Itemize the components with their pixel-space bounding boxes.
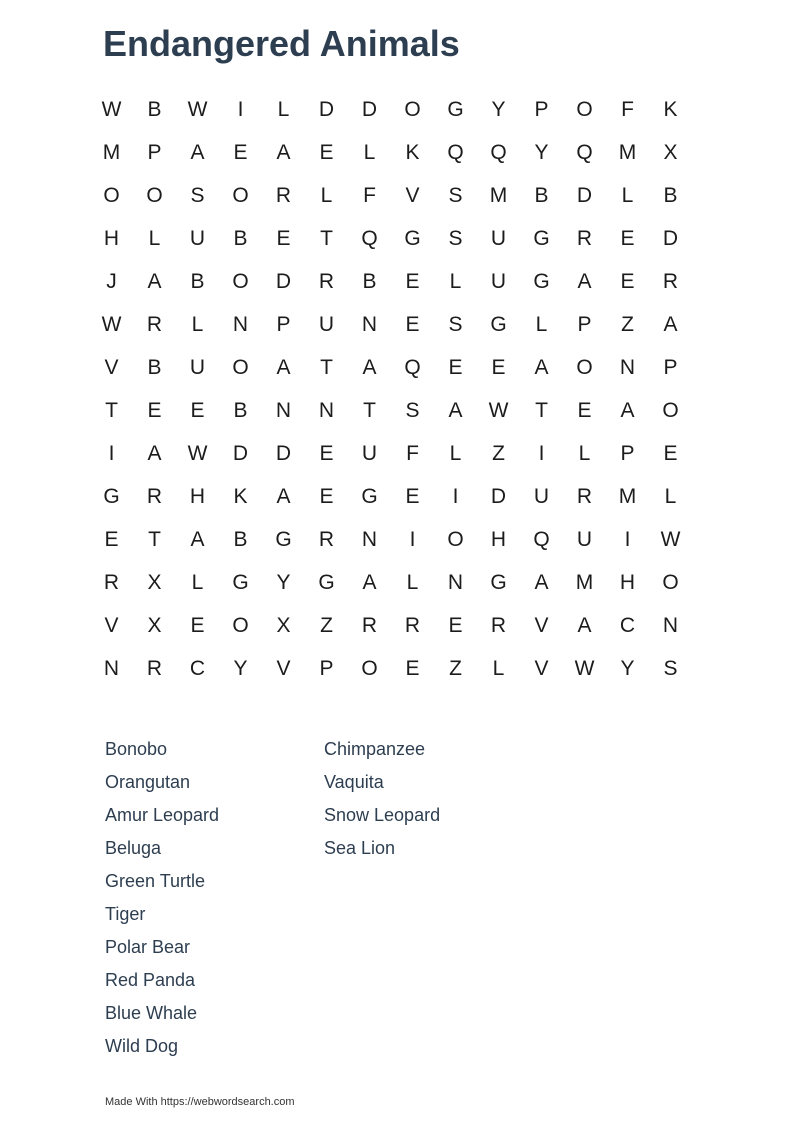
grid-letter: J — [106, 270, 117, 293]
grid-letter: K — [663, 98, 678, 121]
grid-letter: B — [233, 528, 248, 551]
grid-letter: E — [405, 270, 420, 293]
grid-letter: R — [318, 270, 335, 293]
grid-letter: L — [277, 98, 290, 121]
grid-letter: L — [664, 485, 677, 508]
grid-row — [90, 475, 692, 518]
grid-letter: B — [663, 184, 678, 207]
grid-letter: R — [275, 184, 292, 207]
grid-letter: Y — [233, 657, 248, 680]
grid-letter: P — [276, 313, 291, 336]
grid-letter: R — [404, 614, 421, 637]
grid-letter: B — [147, 98, 162, 121]
grid-letter: I — [237, 98, 244, 121]
grid-letter: X — [147, 614, 162, 637]
grid-letter: Q — [490, 141, 507, 164]
grid-letter: W — [574, 657, 595, 680]
grid-letter: L — [148, 227, 161, 250]
grid-letter: I — [108, 442, 115, 465]
grid-letter: T — [363, 399, 376, 422]
grid-letter: Y — [534, 141, 549, 164]
grid-letter: N — [447, 571, 464, 594]
grid-letter: E — [448, 356, 463, 379]
grid-letter: A — [577, 614, 592, 637]
grid-letter: N — [318, 399, 335, 422]
grid-letter: D — [275, 270, 292, 293]
grid-letter: O — [103, 184, 120, 207]
grid-letter: L — [191, 313, 204, 336]
grid-letter: B — [233, 399, 248, 422]
grid-letter: H — [619, 571, 636, 594]
grid-letter: V — [534, 657, 549, 680]
grid-letter: G — [490, 571, 507, 594]
grid-letter: R — [576, 227, 593, 250]
grid-letter: H — [490, 528, 507, 551]
grid-letter: E — [405, 485, 420, 508]
grid-letter: X — [663, 141, 678, 164]
grid-letter: F — [363, 184, 376, 207]
grid-letter: O — [576, 356, 593, 379]
word-list-item: Polar Bear — [105, 937, 191, 957]
grid-letter: V — [104, 614, 119, 637]
grid-letter: L — [621, 184, 634, 207]
grid-letter: Y — [276, 571, 291, 594]
grid-letter: A — [534, 356, 549, 379]
word-list-item: Wild Dog — [105, 1036, 179, 1056]
grid-letter: N — [619, 356, 636, 379]
grid-letter: R — [146, 313, 163, 336]
grid-letter: V — [104, 356, 119, 379]
grid-letter: S — [448, 313, 463, 336]
grid-letter: P — [319, 657, 334, 680]
grid-row — [90, 174, 692, 217]
grid-letter: A — [448, 399, 463, 422]
grid-letter: M — [618, 141, 637, 164]
grid-letter: K — [405, 141, 420, 164]
grid-row — [90, 346, 692, 389]
grid-letter: A — [362, 571, 377, 594]
grid-letter: W — [660, 528, 681, 551]
word-list-item: Sea Lion — [324, 838, 396, 858]
grid-letter: A — [577, 270, 592, 293]
grid-letter: T — [535, 399, 548, 422]
grid-letter: A — [147, 442, 162, 465]
grid-letter: E — [147, 399, 162, 422]
grid-letter: R — [662, 270, 679, 293]
grid-letter: S — [448, 227, 463, 250]
grid-letter: O — [404, 98, 421, 121]
word-list-item: Orangutan — [105, 772, 191, 792]
grid-letter: W — [187, 442, 208, 465]
grid-letter: E — [190, 399, 205, 422]
grid-letter: A — [147, 270, 162, 293]
grid-letter: S — [405, 399, 420, 422]
grid-letter: O — [662, 399, 679, 422]
grid-letter: S — [663, 657, 678, 680]
grid-letter: R — [318, 528, 335, 551]
grid-letter: L — [535, 313, 548, 336]
grid-letter: U — [318, 313, 335, 336]
grid-letter: Q — [533, 528, 550, 551]
grid-letter: D — [490, 485, 507, 508]
grid-letter: S — [190, 184, 205, 207]
grid-letter: H — [103, 227, 120, 250]
grid-letter: A — [663, 313, 678, 336]
grid-letter: L — [320, 184, 333, 207]
grid-letter: A — [190, 141, 205, 164]
grid-letter: N — [275, 399, 292, 422]
grid-letter: E — [405, 657, 420, 680]
grid-letter: G — [361, 485, 378, 508]
grid-letter: B — [190, 270, 205, 293]
grid-row — [90, 131, 692, 174]
grid-letter: R — [490, 614, 507, 637]
grid-letter: X — [276, 614, 291, 637]
grid-letter: V — [534, 614, 549, 637]
grid-letter: R — [146, 657, 163, 680]
grid-row — [90, 389, 692, 432]
grid-letter: B — [362, 270, 377, 293]
grid-letter: W — [101, 313, 122, 336]
grid-letter: E — [190, 614, 205, 637]
word-list-item: Red Panda — [105, 970, 196, 990]
grid-letter: N — [361, 528, 378, 551]
grid-letter: E — [620, 270, 635, 293]
grid-letter: E — [319, 442, 334, 465]
footer-credit: Made With https://webwordsearch.com — [105, 1096, 295, 1108]
grid-letter: I — [624, 528, 631, 551]
grid-letter: E — [276, 227, 291, 250]
grid-letter: G — [533, 227, 550, 250]
grid-letter: G — [318, 571, 335, 594]
grid-letter: E — [319, 141, 334, 164]
grid-letter: O — [447, 528, 464, 551]
grid-row — [90, 260, 692, 303]
grid-row — [90, 604, 692, 647]
grid-letter: L — [492, 657, 505, 680]
grid-row — [90, 217, 692, 260]
grid-letter: E — [319, 485, 334, 508]
grid-letter: E — [448, 614, 463, 637]
word-list-item: Chimpanzee — [324, 739, 426, 759]
grid-letter: O — [146, 184, 163, 207]
grid-letter: G — [232, 571, 249, 594]
grid-row — [90, 647, 692, 690]
grid-letter: M — [618, 485, 637, 508]
grid-letter: A — [190, 528, 205, 551]
grid-letter: V — [405, 184, 420, 207]
grid-letter: N — [103, 657, 120, 680]
grid-letter: H — [189, 485, 206, 508]
grid-letter: R — [146, 485, 163, 508]
grid-letter: Q — [576, 141, 593, 164]
grid-letter: I — [538, 442, 545, 465]
grid-letter: Y — [620, 657, 635, 680]
grid-letter: D — [361, 98, 378, 121]
word-list-item: Bonobo — [105, 739, 168, 759]
grid-letter: O — [361, 657, 378, 680]
grid-letter: U — [490, 270, 507, 293]
grid-letter: Q — [404, 356, 421, 379]
grid-letter: L — [449, 442, 462, 465]
grid-letter: U — [490, 227, 507, 250]
grid-letter: B — [233, 227, 248, 250]
grid-letter: R — [576, 485, 593, 508]
grid-letter: D — [275, 442, 292, 465]
grid-letter: N — [232, 313, 249, 336]
grid-letter: E — [405, 313, 420, 336]
grid-letter: F — [406, 442, 419, 465]
grid-letter: W — [187, 98, 208, 121]
grid-letter: U — [189, 227, 206, 250]
grid-letter: L — [449, 270, 462, 293]
grid-letter: Z — [320, 614, 333, 637]
grid-letter: T — [320, 227, 333, 250]
grid-letter: G — [533, 270, 550, 293]
grid-letter: A — [276, 485, 291, 508]
grid-letter: F — [621, 98, 634, 121]
grid-letter: M — [489, 184, 508, 207]
grid-letter: G — [404, 227, 421, 250]
grid-letter: A — [362, 356, 377, 379]
grid-letter: G — [103, 485, 120, 508]
grid-letter: P — [534, 98, 549, 121]
grid-letter: E — [620, 227, 635, 250]
grid-row — [90, 518, 692, 561]
grid-letter: E — [104, 528, 119, 551]
grid-letter: D — [662, 227, 679, 250]
grid-row — [90, 303, 692, 346]
grid-letter: O — [232, 270, 249, 293]
grid-letter: E — [577, 399, 592, 422]
grid-letter: O — [232, 184, 249, 207]
grid-letter: E — [233, 141, 248, 164]
grid-letter: K — [233, 485, 248, 508]
grid-letter: G — [275, 528, 292, 551]
grid-letter: A — [276, 141, 291, 164]
grid-letter: L — [578, 442, 591, 465]
word-list-item: Snow Leopard — [324, 805, 441, 825]
grid-letter: T — [105, 399, 118, 422]
grid-letter: D — [576, 184, 593, 207]
word-list-item: Vaquita — [324, 772, 384, 792]
word-list-item: Beluga — [105, 838, 162, 858]
grid-letter: Y — [491, 98, 506, 121]
grid-letter: N — [662, 614, 679, 637]
grid-letter: Q — [361, 227, 378, 250]
grid-letter: U — [533, 485, 550, 508]
word-list-item: Blue Whale — [105, 1003, 198, 1023]
grid-letter: P — [147, 141, 162, 164]
grid-letter: M — [575, 571, 594, 594]
grid-letter: O — [662, 571, 679, 594]
grid-letter: A — [620, 399, 635, 422]
grid-letter: L — [191, 571, 204, 594]
grid-letter: E — [491, 356, 506, 379]
word-list-item: Tiger — [105, 904, 146, 924]
grid-row — [90, 561, 692, 604]
grid-letter: D — [318, 98, 335, 121]
grid-letter: A — [534, 571, 549, 594]
grid-letter: O — [232, 614, 249, 637]
grid-letter: W — [101, 98, 122, 121]
grid-letter: S — [448, 184, 463, 207]
grid-letter: E — [663, 442, 678, 465]
grid-letter: W — [488, 399, 509, 422]
grid-letter: M — [102, 141, 121, 164]
word-list-item: Green Turtle — [105, 871, 206, 891]
grid-letter: T — [148, 528, 161, 551]
grid-letter: V — [276, 657, 291, 680]
grid-letter: O — [576, 98, 593, 121]
grid-letter: U — [189, 356, 206, 379]
word-list-item: Amur Leopard — [105, 805, 220, 825]
grid-letter: B — [147, 356, 162, 379]
grid-letter: N — [361, 313, 378, 336]
grid-letter: T — [320, 356, 333, 379]
grid-letter: P — [620, 442, 635, 465]
grid-letter: O — [232, 356, 249, 379]
grid-letter: B — [534, 184, 549, 207]
grid-letter: C — [619, 614, 636, 637]
grid-letter: R — [103, 571, 120, 594]
grid-letter: Z — [449, 657, 462, 680]
grid-row — [90, 88, 692, 131]
grid-letter: L — [406, 571, 419, 594]
grid-letter: U — [361, 442, 378, 465]
grid-letter: Q — [447, 141, 464, 164]
grid-letter: X — [147, 571, 162, 594]
grid-letter: A — [276, 356, 291, 379]
grid-letter: P — [663, 356, 678, 379]
grid-letter: G — [447, 98, 464, 121]
grid-row — [90, 432, 692, 475]
grid-letter: Z — [621, 313, 634, 336]
grid-letter: L — [363, 141, 376, 164]
grid-letter: D — [232, 442, 249, 465]
grid-letter: P — [577, 313, 592, 336]
grid-letter: C — [189, 657, 206, 680]
grid-letter: Z — [492, 442, 505, 465]
grid-letter: I — [452, 485, 459, 508]
grid-letter: R — [361, 614, 378, 637]
grid-letter: G — [490, 313, 507, 336]
grid-letter: U — [576, 528, 593, 551]
grid-letter: I — [409, 528, 416, 551]
page-title: Endangered Animals — [103, 23, 460, 64]
